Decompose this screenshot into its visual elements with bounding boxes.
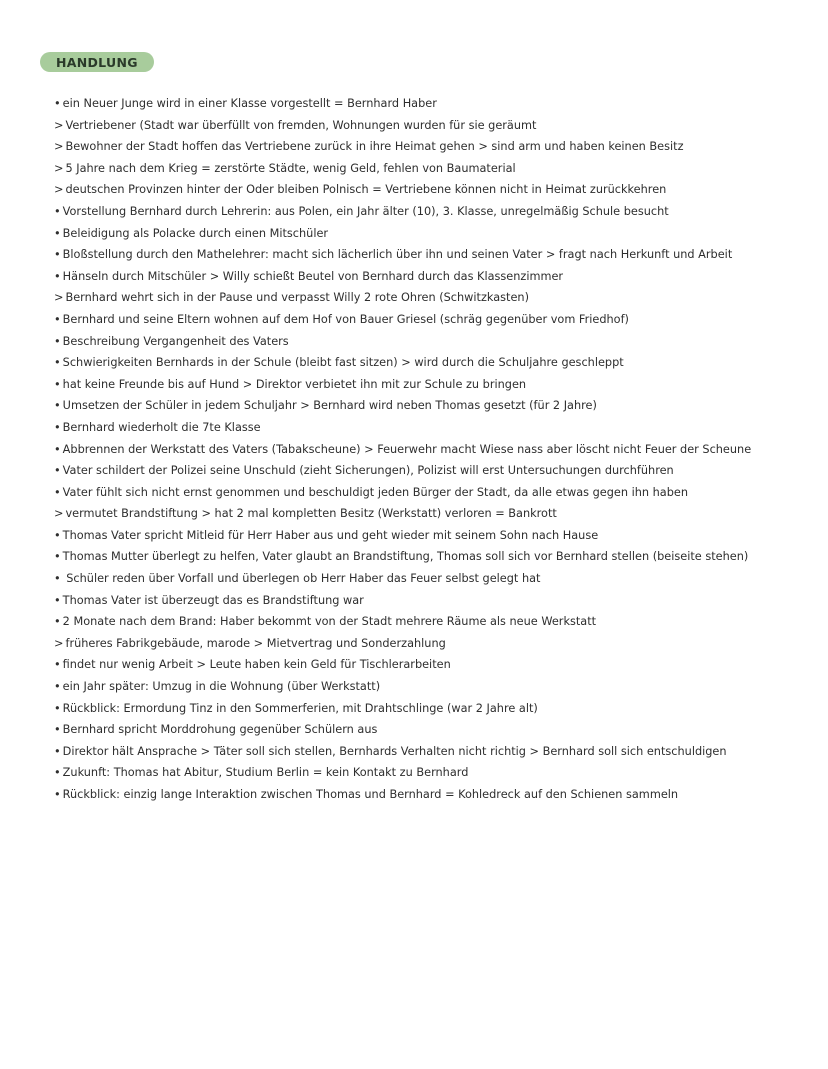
bullet-marker: • xyxy=(54,701,61,715)
note-line xyxy=(54,309,814,331)
note-text: Direktor hält Ansprache > Täter soll sich stellen, Bernhards Verhalten nicht richtig > Bernhard soll sich entschuldigen xyxy=(62,744,727,758)
note-text: Hänseln durch Mitschüler > Willy schießt Beutel von Bernhard durch das Klassenzimmer xyxy=(62,269,564,283)
note-line xyxy=(54,179,814,201)
note-line xyxy=(54,352,814,374)
notes-list xyxy=(54,93,814,806)
note-text: Thomas Vater spricht Mitleid für Herr Haber aus und geht wieder mit seinem Sohn nach Hause xyxy=(62,528,599,542)
note-text: hat keine Freunde bis auf Hund > Direktor verbietet ihn mit zur Schule zu bringen xyxy=(62,377,527,391)
note-line xyxy=(54,633,814,655)
note-text: Zukunft: Thomas hat Abitur, Studium Berlin = kein Kontakt zu Bernhard xyxy=(62,766,469,780)
note-line xyxy=(54,158,814,180)
note-line xyxy=(54,115,814,137)
arrow-marker: > xyxy=(54,161,64,175)
note-line xyxy=(54,741,814,763)
bullet-marker: • xyxy=(54,464,61,478)
bullet-marker: • xyxy=(54,312,61,326)
bullet-marker: • xyxy=(54,204,61,218)
bullet-marker: • xyxy=(54,356,61,370)
note-line xyxy=(54,417,814,439)
arrow-marker: > xyxy=(54,183,64,197)
bullet-marker: • xyxy=(54,744,61,758)
bullet-marker: • xyxy=(54,485,61,499)
bullet-marker: • xyxy=(54,680,61,694)
note-line xyxy=(54,762,814,784)
note-text: Umsetzen der Schüler in jedem Schuljahr > Bernhard wird neben Thomas gesetzt (für 2 Jahre) xyxy=(62,399,597,413)
bullet-marker: • xyxy=(54,334,61,348)
note-text: Rückblick: einzig lange Interaktion zwischen Thomas und Bernhard = Kohledreck auf den Schienen sammeln xyxy=(62,788,679,801)
note-line xyxy=(54,93,814,115)
note-text: Schüler reden über Vorfall und überlegen ob Herr Haber das Feuer selbst gelegt hat xyxy=(62,572,541,586)
note-line xyxy=(54,676,814,698)
note-line xyxy=(54,784,814,806)
note-line xyxy=(54,331,814,353)
bullet-marker: • xyxy=(54,766,61,780)
bullet-marker: • xyxy=(54,248,61,262)
note-line xyxy=(54,719,814,741)
bullet-marker: • xyxy=(54,377,61,391)
arrow-marker: > xyxy=(54,507,64,521)
note-line xyxy=(54,395,814,417)
note-text: Bernhard und seine Eltern wohnen auf dem Hof von Bauer Griesel (schräg gegenüber vom Friedhof) xyxy=(62,312,629,326)
bullet-marker: • xyxy=(54,615,61,629)
section-heading-badge xyxy=(40,52,154,72)
note-text: ein Jahr später: Umzug in die Wohnung (über Werkstatt) xyxy=(62,680,381,694)
note-text: Schwierigkeiten Bernhards in der Schule (bleibt fast sitzen) > wird durch die Schuljahre geschleppt xyxy=(62,356,624,370)
note-line xyxy=(54,698,814,720)
bullet-marker: • xyxy=(54,593,61,607)
note-text: Bernhard spricht Morddrohung gegenüber Schülern aus xyxy=(62,723,378,737)
bullet-marker: • xyxy=(54,572,61,586)
bullet-marker: • xyxy=(54,528,61,542)
note-line xyxy=(54,460,814,482)
note-text: findet nur wenig Arbeit > Leute haben kein Geld für Tischlerarbeiten xyxy=(62,658,451,672)
note-line xyxy=(54,374,814,396)
note-text: ein Neuer Junge wird in einer Klasse vorgestellt = Bernhard Haber xyxy=(62,97,437,110)
note-line xyxy=(54,590,814,612)
note-text: 2 Monate nach dem Brand: Haber bekommt von der Stadt mehrere Räume als neue Werkstatt xyxy=(62,615,597,629)
note-line xyxy=(54,266,814,288)
note-text: Bloßstellung durch den Mathelehrer: macht sich lächerlich über ihn und seinen Vater > fragt nach Herkunft und Arbeit xyxy=(62,248,733,262)
note-text: Bewohner der Stadt hoffen das Vertriebene zurück in ihre Heimat gehen > sind arm und haben keinen Besitz xyxy=(65,140,684,154)
bullet-marker: • xyxy=(54,788,61,801)
note-text: Beleidigung als Polacke durch einen Mitschüler xyxy=(62,226,329,240)
bullet-marker: • xyxy=(54,550,61,564)
note-text: Vater fühlt sich nicht ernst genommen und beschuldigt jeden Bürger der Stadt, da alle etwas gegen ihn haben xyxy=(62,485,688,499)
arrow-marker: > xyxy=(54,140,64,154)
note-line xyxy=(54,287,814,309)
note-line xyxy=(54,611,814,633)
note-line xyxy=(54,136,814,158)
arrow-marker: > xyxy=(54,118,64,132)
note-line xyxy=(54,568,814,590)
note-line xyxy=(54,244,814,266)
bullet-marker: • xyxy=(54,269,61,283)
bullet-marker: • xyxy=(54,420,61,434)
arrow-marker: > xyxy=(54,291,64,305)
section-heading: HANDLUNG xyxy=(56,54,138,70)
note-line xyxy=(54,503,814,525)
note-text: Rückblick: Ermordung Tinz in den Sommerferien, mit Drahtschlinge (war 2 Jahre alt) xyxy=(62,701,538,715)
arrow-marker: > xyxy=(54,636,64,650)
bullet-marker: • xyxy=(54,97,61,110)
note-line xyxy=(54,482,814,504)
bullet-marker: • xyxy=(54,442,61,456)
note-text: Beschreibung Vergangenheit des Vaters xyxy=(62,334,289,348)
note-text: Vater schildert der Polizei seine Unschuld (zieht Sicherungen), Polizist will erst Untersuchungen durchführen xyxy=(62,464,674,478)
note-text: 5 Jahre nach dem Krieg = zerstörte Städte, wenig Geld, fehlen von Baumaterial xyxy=(65,161,516,175)
note-line xyxy=(54,654,814,676)
note-line xyxy=(54,201,814,223)
note-line xyxy=(54,525,814,547)
note-text: früheres Fabrikgebäude, marode > Mietvertrag und Sonderzahlung xyxy=(65,636,446,650)
note-line xyxy=(54,546,814,568)
bullet-marker: • xyxy=(54,658,61,672)
note-text: deutschen Provinzen hinter der Oder bleiben Polnisch = Vertriebene können nicht in Heimat zurückkehren xyxy=(65,183,667,197)
note-text: Vertriebener (Stadt war überfüllt von fremden, Wohnungen wurden für sie geräumt xyxy=(65,118,537,132)
note-text: Abbrennen der Werkstatt des Vaters (Tabakscheune) > Feuerwehr macht Wiese nass aber löscht nicht Feuer der Scheune xyxy=(62,442,752,456)
note-line xyxy=(54,223,814,245)
note-text: vermutet Brandstiftung > hat 2 mal kompletten Besitz (Werkstatt) verloren = Bankrott xyxy=(65,507,557,521)
note-text: Thomas Vater ist überzeugt das es Brandstiftung war xyxy=(62,593,364,607)
note-text: Thomas Mutter überlegt zu helfen, Vater glaubt an Brandstiftung, Thomas soll sich vor Bernhard stellen (beiseite stehen) xyxy=(62,550,749,564)
bullet-marker: • xyxy=(54,226,61,240)
note-text: Bernhard wehrt sich in der Pause und verpasst Willy 2 rote Ohren (Schwitzkasten) xyxy=(65,291,529,305)
note-line xyxy=(54,439,814,461)
note-text: Bernhard wiederholt die 7te Klasse xyxy=(62,420,261,434)
bullet-marker: • xyxy=(54,399,61,413)
bullet-marker: • xyxy=(54,723,61,737)
note-text: Vorstellung Bernhard durch Lehrerin: aus Polen, ein Jahr älter (10), 3. Klasse, unregelmäßig Schule besucht xyxy=(62,204,669,218)
